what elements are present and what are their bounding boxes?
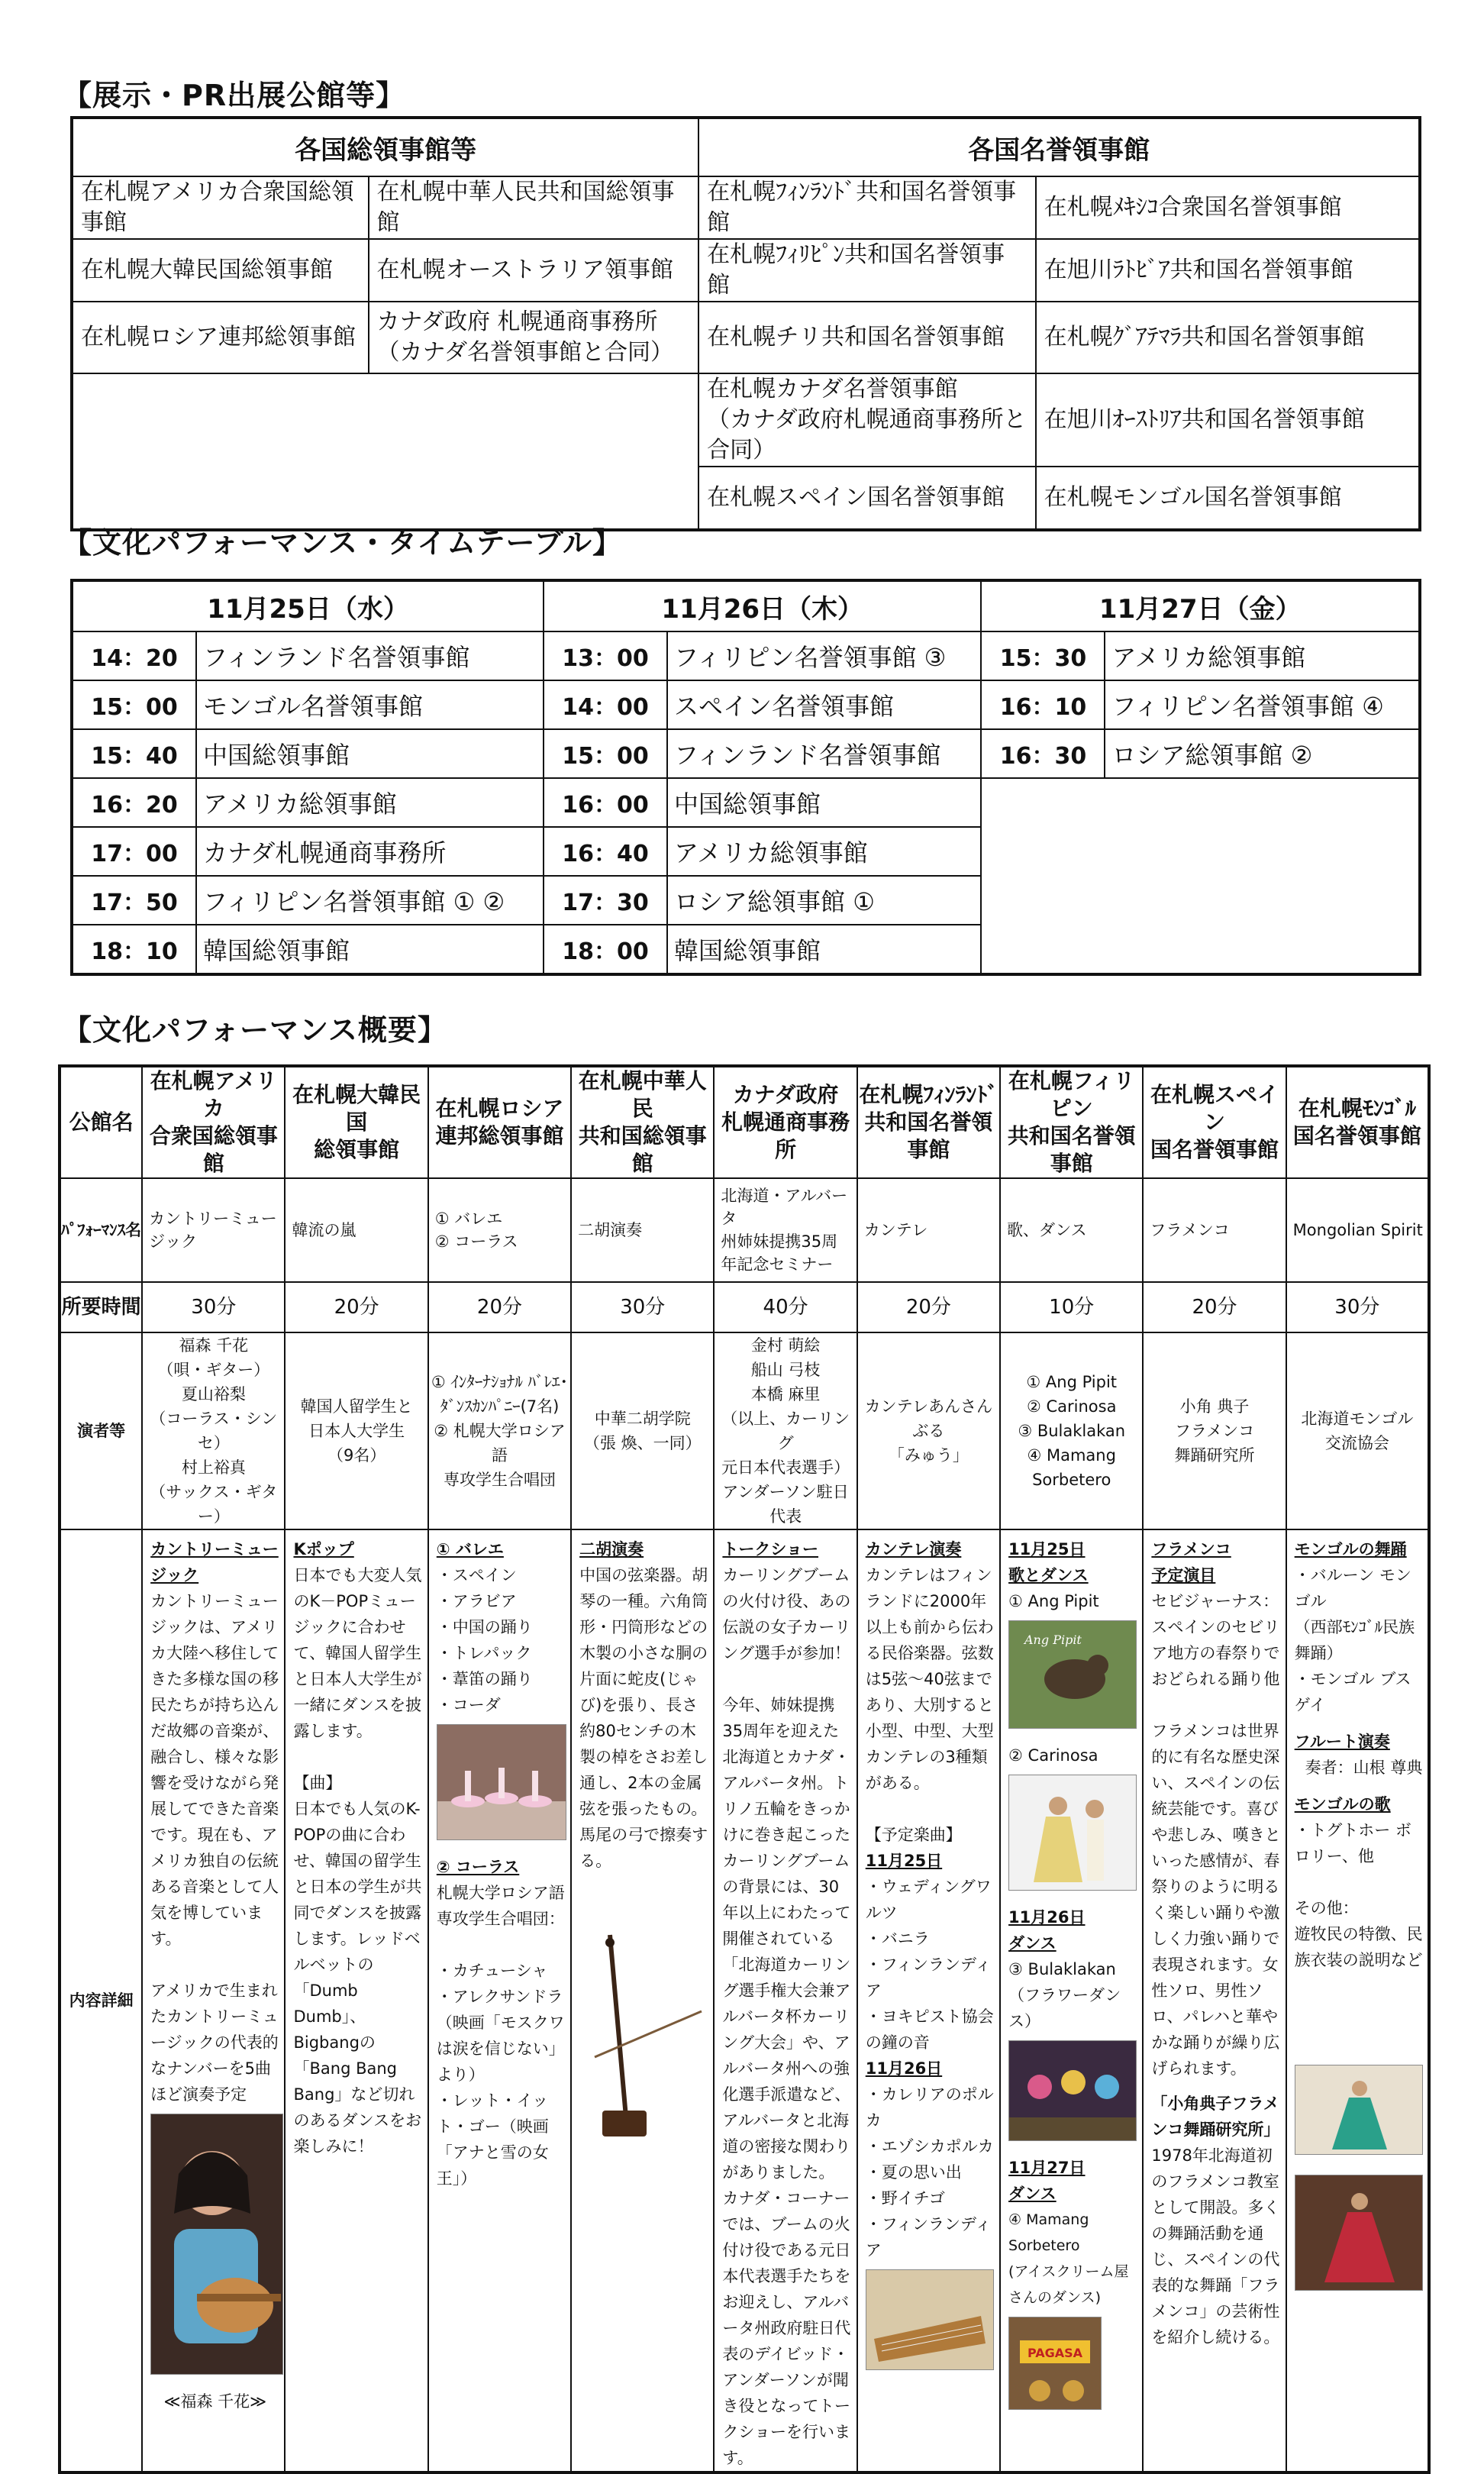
performance-name: カントリーミュージック <box>142 1178 285 1282</box>
exhibitor-cell: 在札幌ﾒｷｼｺ合衆国名誉領事館 <box>1036 176 1420 239</box>
detail-heading: ① バレエ <box>436 1540 504 1558</box>
performance-name: 北海道・アルバータ 州姉妹提携35周 年記念セミナー <box>714 1178 857 1282</box>
performers: ① ｲﾝﾀｰﾅｼｮﾅﾙ ﾊﾞﾚｴ･ ﾀﾞﾝｽｶﾝﾊﾟﾆｰ(7名) ② 札幌大学ロシア語 専攻学生合唱団 <box>428 1332 571 1529</box>
performance-name: ① バレエ ② コーラス <box>428 1178 571 1282</box>
performance-name: 歌、ダンス <box>1000 1178 1143 1282</box>
row-label: 所要時間 <box>60 1282 142 1332</box>
exhibitor-cell: 在札幌モンゴル国名誉領事館 <box>1036 467 1420 530</box>
detail-heading: モンゴルの舞踊 <box>1294 1540 1407 1558</box>
duration: 20分 <box>428 1282 571 1332</box>
venue-cell: ロシア総領事館 ② <box>1105 729 1420 778</box>
performers: 金村 萌絵 船山 弓枝 本橋 麻里 （以上、カーリング 元日本代表選手） アンダーソン駐日代表 <box>714 1332 857 1529</box>
detail-text: ・トグトホー ボロリー、他 その他： 遊牧民の特徴、民族衣装の説明など <box>1294 1821 1423 1969</box>
time-cell: 16：00 <box>544 778 667 827</box>
detail-russia <box>428 1529 571 2472</box>
section-title-timetable: 【文化パフォーマンス・タイムテーブル】 <box>63 526 623 560</box>
time-cell: 16：10 <box>981 680 1105 729</box>
venue-cell: フィンランド名誉領事館 <box>196 631 544 680</box>
flower-dance-photo <box>1008 2040 1137 2141</box>
section-title-overview: 【文化パフォーマンス概要】 <box>63 1013 447 1047</box>
cart-sign: PAGASA <box>1028 2346 1083 2360</box>
day-header: 11月27日（金） <box>981 580 1420 631</box>
exhibitor-cell: 在旭川ﾗﾄﾋﾞｱ共和国名誉領事館 <box>1036 239 1420 302</box>
performance-name: 韓流の嵐 <box>285 1178 427 1282</box>
header-honorary: 各国名誉領事館 <box>698 118 1420 176</box>
detail-text: カントリーミュージックは、アメリカ大陸へ移住してきた多様な国の移民たちが持ち込んだ故郷の音楽が、融合し、様々な影響を受けながら発展してできた音楽です。現在も、アメリカ独自の伝統ある音楽として人気を博しています。 アメリカで生まれたカントリーミュージックの代表的なナンバーを5曲ほど演奏予定 <box>150 1592 279 2104</box>
detail-date: 11月26日 <box>865 2059 943 2078</box>
exhibitor-cell: 在札幌ｸﾞｱﾃﾏﾗ共和国名誉領事館 <box>1036 302 1420 373</box>
detail-philippines <box>1000 1529 1143 2472</box>
detail-heading: ② コーラス <box>436 1858 520 1876</box>
venue-cell: フィリピン名誉領事館 ③ <box>667 631 981 680</box>
consulate-name: 在札幌スペイン 国名誉領事館 <box>1143 1066 1286 1178</box>
performance-name: 二胡演奏 <box>571 1178 714 1282</box>
exhibitor-cell: 在札幌チリ共和国名誉領事館 <box>698 302 1036 373</box>
time-cell: 15：40 <box>72 729 196 778</box>
detail-korea <box>285 1529 427 2472</box>
venue-cell: フィンランド名誉領事館 <box>667 729 981 778</box>
mongolian-dance-photo-1 <box>1295 2065 1423 2155</box>
detail-heading: トークショー <box>722 1540 819 1558</box>
performers: 福森 千花 （唄・ギター） 夏山裕梨 （コーラス・シンセ） 村上裕真 （サックス・ギター） <box>142 1332 285 1529</box>
venue-cell: フィリピン名誉領事館 ① ② <box>196 876 544 925</box>
exhibitor-cell: 在札幌ロシア連邦総領事館 <box>72 302 369 373</box>
venue-cell: スペイン名誉領事館 <box>667 680 981 729</box>
ballet-photo <box>437 1724 566 1840</box>
detail-text: 1978年北海道初のフラメンコ教室として開設。多くの舞踊活動を通じ、スペインの代表的な舞踊「フラメンコ」の芸術性を紹介し続ける。 <box>1151 2146 1280 2346</box>
row-label: 公館名 <box>60 1066 142 1178</box>
detail-heading: 歌とダンス <box>1008 1566 1089 1584</box>
detail-text: ・ウェディングワルツ ・バニラ ・フィンランディア ・ヨキピスト協会の鐘の音 <box>865 1878 994 2052</box>
duration: 20分 <box>1143 1282 1286 1332</box>
venue-cell: カナダ札幌通商事務所 <box>196 827 544 876</box>
venue-cell: 中国総領事館 <box>196 729 544 778</box>
timetable <box>70 579 1421 976</box>
performers: 中華二胡学院 （張 煥、一同） <box>571 1332 714 1529</box>
performers: 北海道モンゴル 交流協会 <box>1286 1332 1429 1529</box>
duration: 30分 <box>1286 1282 1429 1332</box>
detail-heading: 二胡演奏 <box>579 1540 644 1558</box>
detail-heading: ダンス <box>1008 2185 1057 2203</box>
venue-cell: アメリカ総領事館 <box>667 827 981 876</box>
time-cell: 15：30 <box>981 631 1105 680</box>
consulate-name: カナダ政府 札幌通商事務所 <box>714 1066 857 1178</box>
exhibitor-cell: 在札幌中華人民共和国総領事館 <box>369 176 699 239</box>
duration: 30分 <box>571 1282 714 1332</box>
detail-text: セビジャーナス：スペインのセビリア地方の春祭りでおどられる踊り他 フラメンコは世界的に有名な歴史深い、スペインの伝統芸能です。喜びや悲しみ、嘆きといった感情が、春祭りのように明るく楽しい踊りや激しく力強い踊りで表現されます。女性ソロ、男性ソロ、パレハと華やかな踊りが繰り広げられます。 <box>1151 1592 1281 2078</box>
exhibitor-cell: 在札幌ﾌｨﾝﾗﾝﾄﾞ共和国名誉領事館 <box>698 176 1036 239</box>
time-cell: 15：00 <box>544 729 667 778</box>
exhibitors-table <box>70 116 1421 531</box>
performance-name: フラメンコ <box>1143 1178 1286 1282</box>
duration: 20分 <box>285 1282 427 1332</box>
detail-subheading: 「小角典子フラメンコ舞踊研究所」 <box>1151 2095 1280 2139</box>
exhibitor-cell: 在札幌アメリカ合衆国総領事館 <box>72 176 369 239</box>
detail-text: ・バルーン モンゴル （西部ﾓﾝｺﾞﾙ民族舞踊） ・モンゴル ブスゲイ <box>1294 1566 1415 1714</box>
photo-caption: ≪福森 千花≫ <box>163 2392 267 2411</box>
detail-text: ・スペイン ・アラビア ・中国の踊り ・トレパック ・葦笛の踊り ・コーダ <box>436 1566 533 1714</box>
day-header: 11月25日（水） <box>72 580 544 631</box>
exhibitor-cell: 在札幌スペイン国名誉領事館 <box>698 467 1036 530</box>
detail-usa <box>142 1529 285 2472</box>
detail-heading: Kポップ <box>293 1540 354 1558</box>
detail-heading: カンテレ演奏 <box>865 1540 962 1558</box>
detail-heading: ダンス <box>1008 1934 1057 1952</box>
ice-cream-cart-photo <box>1008 2317 1102 2410</box>
exhibitor-cell: 在札幌カナダ名誉領事館 （カナダ政府札幌通商事務所と合同） <box>698 373 1036 467</box>
time-cell: 18：10 <box>72 925 196 974</box>
consulate-name: 在札幌ﾓﾝｺﾞﾙ 国名誉領事館 <box>1286 1066 1429 1178</box>
performance-name: Mongolian Spirit <box>1286 1178 1429 1282</box>
mongolian-dance-photo-2 <box>1295 2175 1423 2291</box>
header-consulates: 各国総領事館等 <box>72 118 698 176</box>
venue-cell: モンゴル名誉領事館 <box>196 680 544 729</box>
detail-heading: モンゴルの歌 <box>1294 1795 1391 1814</box>
bird-photo <box>1008 1620 1137 1729</box>
venue-cell: フィリピン名誉領事館 ④ <box>1105 680 1420 729</box>
detail-date: 11月25日 <box>865 1852 943 1870</box>
detail-text: カンテレはフィンランドに2000年以上も前から伝わる民俗楽器。弦数は5弦～40弦まであり、大別すると小型、中型、大型カンテレの3種類がある。 【予定楽曲】 <box>865 1566 994 1844</box>
time-cell: 15：00 <box>72 680 196 729</box>
detail-canada <box>714 1529 857 2472</box>
performance-name: カンテレ <box>857 1178 1000 1282</box>
detail-text: 奏者：山根 尊典 <box>1305 1759 1423 1777</box>
detail-text: ③ Bulaklakan （フラワーダンス） <box>1008 1960 1121 2030</box>
time-cell: 16：40 <box>544 827 667 876</box>
exhibitor-cell: 在旭川ｵｰｽﾄﾘｱ共和国名誉領事館 <box>1036 373 1420 467</box>
consulate-name: 在札幌大韓民国 総領事館 <box>285 1066 427 1178</box>
detail-finland <box>857 1529 1000 2472</box>
consulate-name: 在札幌ロシア 連邦総領事館 <box>428 1066 571 1178</box>
detail-spain <box>1143 1529 1286 2472</box>
performers: 韓国人留学生と 日本人大学生 （9名） <box>285 1332 427 1529</box>
exhibitor-cell: 在札幌大韓民国総領事館 <box>72 239 369 302</box>
time-cell: 14：00 <box>544 680 667 729</box>
duration: 30分 <box>142 1282 285 1332</box>
duration: 10分 <box>1000 1282 1143 1332</box>
detail-china <box>571 1529 714 2472</box>
erhu-illustration <box>579 1927 708 2156</box>
detail-mongolia <box>1286 1529 1429 2472</box>
detail-text: 日本でも大変人気のK－POPミュージックに合わせて、韓国人留学生と日本人大学生が一緒にダンスを披露します。 【曲】 日本でも人気のK-POPの曲に合わせ、韓国の留学生と日本の学生が共同でダンスを披露します。レッドベルベットの「Dumb Dumb」、Bigbangの「Bang Bang Bang」など切れのあるダンスをお楽しみに！ <box>293 1566 422 2156</box>
venue-cell: 韓国総領事館 <box>667 925 981 974</box>
detail-text: 中国の弦楽器。胡琴の一種。六角筒形・円筒形などの木製の小さな胴の片面に蛇皮(じゃび)を張り、長さ約80センチの木製の棹をさお差し通し、2本の金属弦を張ったもの。馬尾の弓で擦奏する。 <box>579 1566 708 1870</box>
detail-text: カーリングブームの火付け役、あの伝説の女子カーリング選手が参加！ 今年、姉妹提携35周年を迎えた北海道とカナダ・アルバータ州。トリノ五輪をきっかけに巻き起こったカーリングブームの背景には、30年以上にわたって開催されている「北海道カーリング選手権大会兼アルバータ杯カーリング大会」や、アルバータ州への強化選手派遣など、アルバータと北海道の密接な関わりがありました。 カナダ・コーナーでは、ブームの火付け役である元日本代表選手たちをお迎えし、アルバータ州政府駐日代表のデイビッド・アンダーソンが聞き役となってトークショーを行います。 <box>722 1566 851 2467</box>
singer-photo <box>150 2114 283 2375</box>
exhibitor-cell: 在札幌ﾌｨﾘﾋﾟﾝ共和国名誉領事館 <box>698 239 1036 302</box>
performers: 小角 典子 フラメンコ 舞踊研究所 <box>1143 1332 1286 1529</box>
detail-date: 11月27日 <box>1008 2159 1086 2177</box>
time-cell: 18：00 <box>544 925 667 974</box>
detail-text: ・カレリアのポルカ ・エゾシカポルカ ・夏の思い出 ・野イチゴ ・フィンランディア <box>865 2085 994 2259</box>
detail-text: ① Ang Pipit <box>1008 1592 1099 1610</box>
detail-heading: フルート演奏 <box>1294 1733 1390 1751</box>
exhibitor-cell: 在札幌オーストラリア領事館 <box>369 239 699 302</box>
bird-caption: Ang Pipit <box>1024 1633 1082 1647</box>
time-cell: 13：00 <box>544 631 667 680</box>
detail-text: ④ Mamang Sorbetero (アイスクリーム屋さんのダンス) <box>1008 2211 1129 2306</box>
carinosa-photo <box>1008 1775 1137 1891</box>
detail-heading: フラメンコ <box>1151 1540 1231 1558</box>
day-header: 11月26日（木） <box>544 580 981 631</box>
time-cell: 16：30 <box>981 729 1105 778</box>
venue-cell: 韓国総領事館 <box>196 925 544 974</box>
consulate-name: 在札幌フィリピン 共和国名誉領事館 <box>1000 1066 1143 1178</box>
detail-date: 11月25日 <box>1008 1540 1086 1558</box>
time-cell: 16：20 <box>72 778 196 827</box>
consulate-name: 在札幌アメリカ 合衆国総領事館 <box>142 1066 285 1178</box>
duration: 40分 <box>714 1282 857 1332</box>
detail-text: ② Carinosa <box>1008 1746 1098 1765</box>
detail-date: 11月26日 <box>1008 1908 1086 1927</box>
row-label: 内容詳細 <box>60 1529 142 2472</box>
consulate-name: 在札幌中華人民 共和国総領事館 <box>571 1066 714 1178</box>
exhibitor-cell: カナダ政府 札幌通商事務所 （カナダ名誉領事館と合同） <box>369 302 699 373</box>
overview-table <box>58 1064 1431 2474</box>
time-cell: 17：30 <box>544 876 667 925</box>
kantele-photo <box>866 2269 994 2370</box>
performers: カンテレあんさんぶる 「みゅう」 <box>857 1332 1000 1529</box>
time-cell: 17：50 <box>72 876 196 925</box>
empty-cell <box>72 373 698 530</box>
venue-cell: アメリカ総領事館 <box>196 778 544 827</box>
row-label: 演者等 <box>60 1332 142 1529</box>
venue-cell: ロシア総領事館 ① <box>667 876 981 925</box>
consulate-name: 在札幌ﾌｨﾝﾗﾝﾄﾞ 共和国名誉領事館 <box>857 1066 1000 1178</box>
venue-cell: 中国総領事館 <box>667 778 981 827</box>
performers: ① Ang Pipit ② Carinosa ③ Bulaklakan ④ Mamang Sorbetero <box>1000 1332 1143 1529</box>
detail-heading: カントリーミュージック <box>150 1540 279 1584</box>
section-title-exhibitors: 【展示・PR出展公館等】 <box>63 79 406 112</box>
detail-subheading: 予定演目 <box>1151 1566 1216 1584</box>
venue-cell: アメリカ総領事館 <box>1105 631 1420 680</box>
time-cell: 17：00 <box>72 827 196 876</box>
empty-cell <box>981 778 1420 974</box>
detail-text: 札幌大学ロシア語専攻学生合唱団： ・カチューシャ ・アレクサンドラ（映画「モスクワは涙を信じない」より） ・レット・イット・ゴー（映画「アナと雪の女王」） <box>436 1884 565 2188</box>
row-label: ﾊﾟﾌｫｰﾏﾝｽ名 <box>60 1178 142 1282</box>
duration: 20分 <box>857 1282 1000 1332</box>
time-cell: 14：20 <box>72 631 196 680</box>
